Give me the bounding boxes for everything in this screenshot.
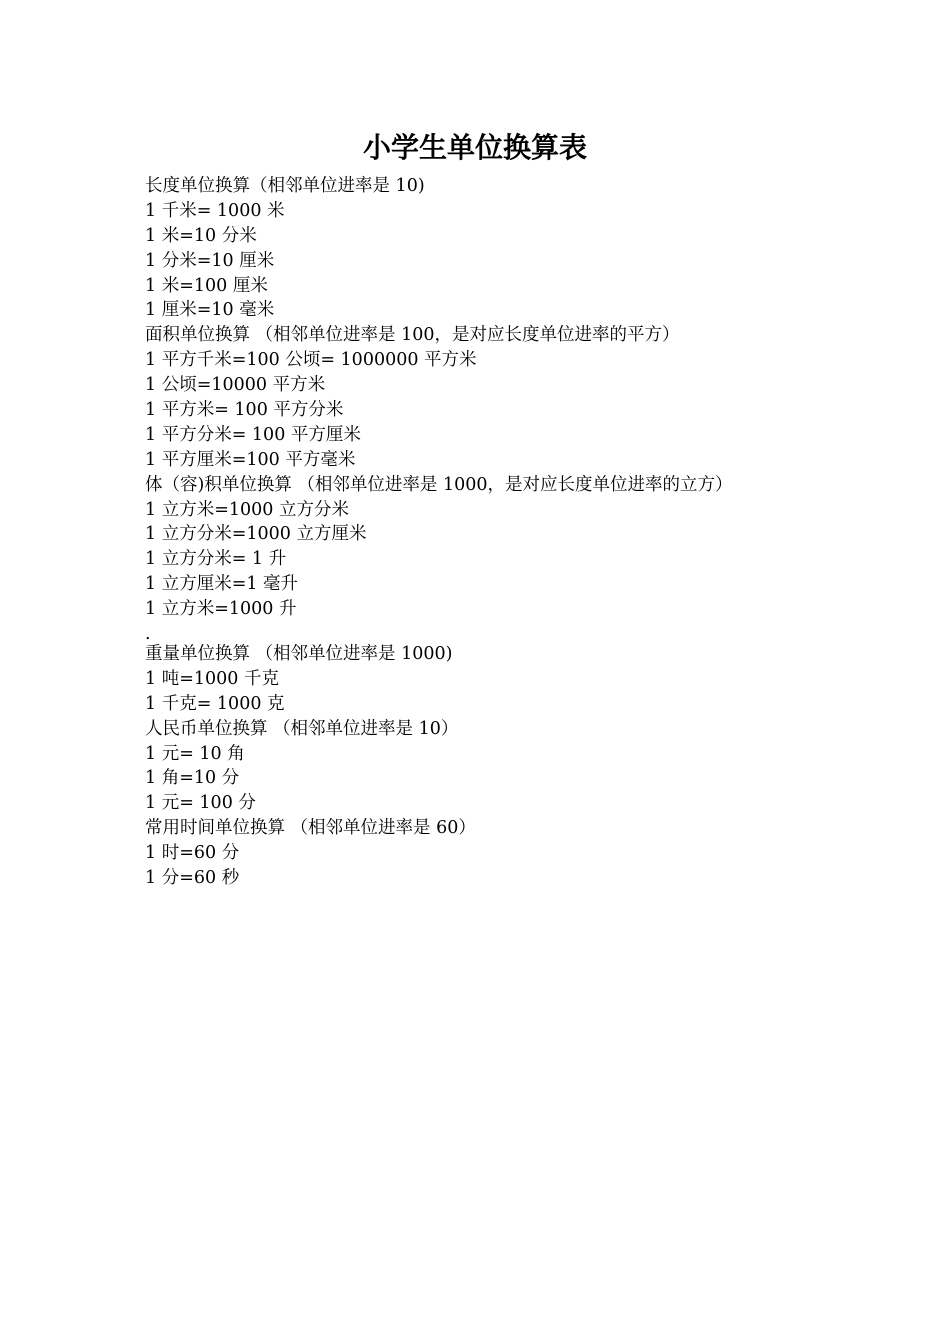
text-line: 1 吨=1000 千克 — [145, 668, 279, 689]
text-line: 1 千米= 1000 米 — [145, 200, 285, 221]
text-line: 1 米=10 分米 — [145, 225, 257, 246]
stray-dot: . — [145, 624, 151, 645]
text-line: 1 立方分米=1000 立方厘米 — [145, 524, 367, 545]
text-line: 1 分=60 秒 — [145, 868, 240, 889]
section-heading-currency: 人民币单位换算 （相邻单位进率是 10） — [145, 718, 459, 739]
text-line: 1 时=60 分 — [145, 843, 240, 864]
text-line: 1 立方米=1000 升 — [145, 599, 297, 620]
text-line: 1 立方分米= 1 升 — [145, 549, 287, 570]
section-heading-volume: 体（容)积单位换算 （相邻单位进率是 1000，是对应长度单位进率的立方） — [145, 474, 733, 495]
text-line: 1 厘米=10 毫米 — [145, 300, 275, 321]
text-line: 1 千克= 1000 克 — [145, 693, 285, 714]
text-line: 1 米=100 厘米 — [145, 275, 268, 296]
text-line: 1 平方厘米=100 平方毫米 — [145, 449, 356, 470]
text-line: 1 角=10 分 — [145, 768, 240, 789]
page-title: 小学生单位换算表 — [362, 131, 587, 164]
text-line: 1 平方千米=100 公顷= 1000000 平方米 — [145, 350, 477, 371]
text-line: 1 平方分米= 100 平方厘米 — [145, 424, 361, 445]
text-line: 1 元= 100 分 — [145, 793, 256, 814]
text-line: 1 公顷=10000 平方米 — [145, 375, 326, 396]
text-line: 1 平方米= 100 平方分米 — [145, 400, 344, 421]
text-line: 1 立方厘米=1 毫升 — [145, 574, 299, 595]
section-heading-time: 常用时间单位换算 （相邻单位进率是 60） — [145, 818, 476, 839]
text-line: 1 元= 10 角 — [145, 743, 245, 764]
section-heading-area: 面积单位换算 （相邻单位进率是 100，是对应长度单位进率的平方） — [145, 325, 680, 346]
text-line: 1 立方米=1000 立方分米 — [145, 499, 349, 520]
section-heading-length: 长度单位换算（相邻单位进率是 10) — [145, 176, 425, 196]
section-heading-weight: 重量单位换算 （相邻单位进率是 1000) — [145, 644, 453, 665]
document-body — [145, 174, 845, 891]
text-line: 1 分米=10 厘米 — [145, 250, 275, 271]
